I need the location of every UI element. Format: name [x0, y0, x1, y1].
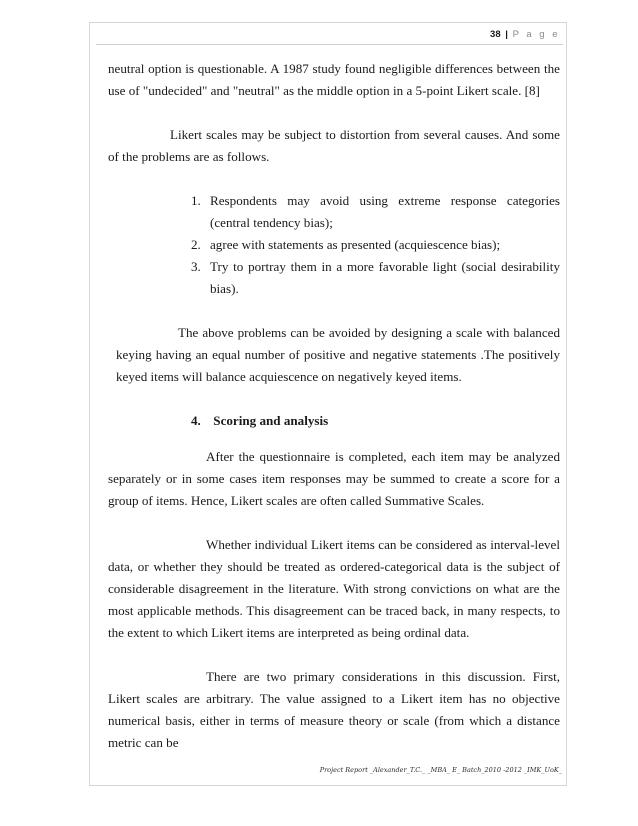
page-number: 38	[490, 29, 501, 40]
list-item	[108, 256, 560, 300]
list-item	[108, 190, 560, 234]
list-item	[108, 234, 560, 256]
list-item-text: Try to portray them in a more favorable light (social desirability bias).	[210, 259, 560, 296]
page-label: P a g e	[512, 29, 560, 40]
section-number: 4.	[191, 413, 201, 428]
list-item-text: agree with statements as presented (acquiescence bias);	[210, 237, 501, 252]
paragraph-neutral-option: neutral option is questionable. A 1987 study found negligible differences between the use of "undecided" and "neutral" as the middle option in a 5-point Likert scale. [8]	[108, 61, 560, 98]
section-heading-scoring	[108, 410, 560, 432]
list-item-number: 1.	[191, 193, 201, 208]
list-item-text: Respondents may avoid using extreme response categories (central tendency bias);	[210, 193, 560, 230]
paragraph-balanced-keying: The above problems can be avoided by designing a scale with balanced keying having an equal number of positive and negative statements .The positively keyed items will balance acquiescence on negatively keyed items.	[116, 325, 560, 384]
header-rule	[96, 44, 563, 45]
section-title: Scoring and analysis	[213, 413, 329, 428]
page-header	[490, 29, 560, 40]
list-item-number: 2.	[191, 237, 201, 252]
paragraph-distortion-intro: Likert scales may be subject to distortion from several causes. And some of the problems are as follows.	[108, 127, 560, 164]
document-body	[108, 58, 560, 776]
page-footer: Project Report _Alexander_T.C._ _MBA_ E_ Batch_2010 -2012 _IMK_UoK_	[319, 766, 562, 774]
header-separator: |	[505, 29, 508, 40]
paragraph-interval-level: Whether individual Likert items can be considered as interval-level data, or whether they should be treated as ordered-categorical data is the subject of considerable disagreement in the literature. With strong convictions on what are the most applicable methods. This disagreement can be traced back, in many respects, to the extent to which Likert items are interpreted as being ordinal data.	[108, 537, 560, 640]
paragraph-summative-scales: After the questionnaire is completed, each item may be analyzed separately or in some cases item responses may be summed to create a score for a group of items. Hence, Likert scales are often called Summative Scales.	[108, 449, 560, 508]
list-item-number: 3.	[191, 259, 201, 274]
paragraph-primary-considerations: There are two primary considerations in this discussion. First, Likert scales are arbitrary. The value assigned to a Likert item has no objective numerical basis, either in terms of measure theory or scale (from which a distance metric can be	[108, 669, 560, 750]
problems-list	[108, 190, 560, 300]
